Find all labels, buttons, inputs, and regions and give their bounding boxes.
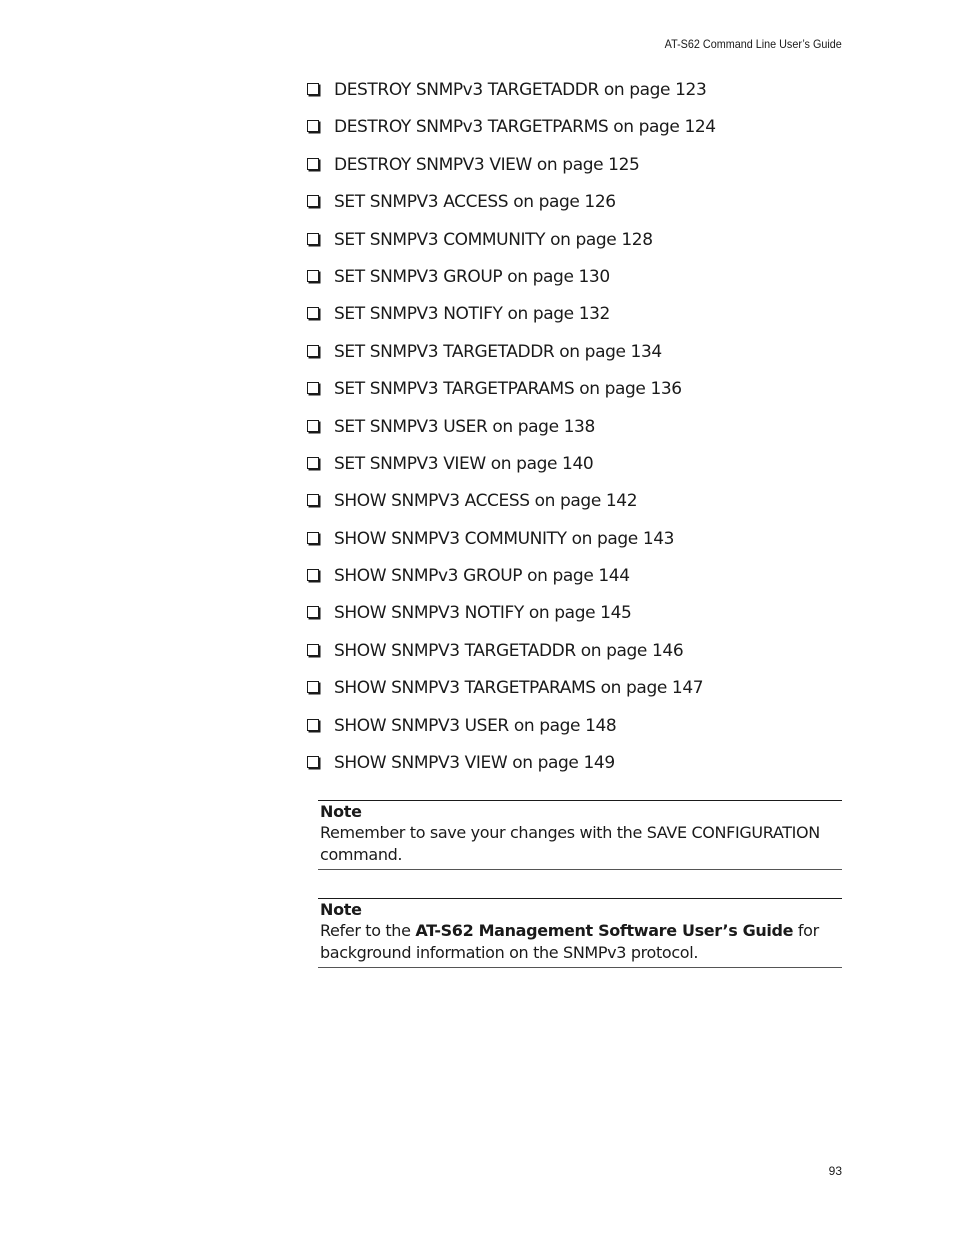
list-item-label: SHOW SNMPV3 TARGETPARAMS on page 147 [334, 678, 704, 699]
list-item-label: SET SNMPV3 GROUP on page 130 [334, 266, 610, 287]
running-header: AT-S62 Command Line User’s Guide [664, 37, 842, 51]
checkbox-bullet-icon [307, 270, 319, 282]
note-text-before: Refer to the [320, 921, 416, 940]
checkbox-bullet-icon [307, 644, 319, 656]
list-item [307, 190, 716, 227]
list-item-label: SET SNMPV3 VIEW on page 140 [334, 453, 594, 474]
list-item [307, 601, 716, 638]
list-item [307, 377, 716, 414]
checkbox-bullet-icon [307, 233, 319, 245]
list-item [307, 153, 716, 190]
checkbox-bullet-icon [307, 756, 319, 768]
list-item-label: DESTROY SNMPv3 TARGETADDR on page 123 [334, 80, 707, 100]
page-number: 93 [828, 1164, 842, 1178]
note-text: Remember to save your changes with the SAVE CONFIGURATION command. [320, 823, 820, 864]
list-item-label: DESTROY SNMPV3 VIEW on page 125 [334, 154, 640, 175]
checkbox-bullet-icon [307, 307, 319, 319]
list-item-label: SHOW SNMPV3 NOTIFY on page 145 [334, 603, 632, 624]
note-box [318, 898, 842, 968]
list-item [307, 228, 716, 265]
list-item-label: SHOW SNMPV3 COMMUNITY on page 143 [334, 528, 675, 549]
checkbox-bullet-icon [307, 532, 319, 544]
list-item [307, 564, 716, 601]
list-item [307, 639, 716, 676]
list-item [307, 340, 716, 377]
list-item-label: SHOW SNMPV3 USER on page 148 [334, 715, 617, 736]
checkbox-bullet-icon [307, 681, 319, 693]
checkbox-bullet-icon [307, 195, 319, 207]
note-heading: Note [320, 802, 362, 821]
list-item-label: SET SNMPV3 TARGETADDR on page 134 [334, 341, 662, 362]
list-item [307, 751, 716, 788]
list-item-label: SET SNMPV3 USER on page 138 [334, 416, 595, 437]
checkbox-bullet-icon [307, 719, 319, 731]
list-item-label: SHOW SNMPV3 TARGETADDR on page 146 [334, 640, 684, 661]
list-item [307, 527, 716, 564]
list-item-label: SHOW SNMPv3 GROUP on page 144 [334, 566, 630, 587]
list-item [307, 415, 716, 452]
list-item-label: SET SNMPV3 TARGETPARAMS on page 136 [334, 379, 682, 400]
list-item [307, 265, 716, 302]
checkbox-bullet-icon [307, 494, 319, 506]
checkbox-bullet-icon [307, 158, 319, 170]
guide-title: AT-S62 Management Software User’s Guide [415, 921, 794, 940]
checkbox-bullet-icon [307, 120, 319, 132]
checkbox-bullet-icon [307, 457, 319, 469]
list-item-label: SHOW SNMPV3 ACCESS on page 142 [334, 491, 638, 512]
checkbox-bullet-icon [307, 569, 319, 581]
list-item-label: SHOW SNMPV3 VIEW on page 149 [334, 753, 615, 774]
list-item [307, 452, 716, 489]
list-item-label: SET SNMPV3 NOTIFY on page 132 [334, 304, 610, 325]
note-text [320, 920, 842, 964]
list-item-label: DESTROY SNMPv3 TARGETPARMS on page 124 [334, 117, 716, 138]
list-item [307, 115, 716, 152]
checkbox-bullet-icon [307, 382, 319, 394]
list-item-label: SET SNMPV3 ACCESS on page 126 [334, 192, 616, 213]
list-item [307, 489, 716, 526]
list-item [307, 302, 716, 339]
list-item [307, 78, 716, 115]
checkbox-bullet-icon [307, 606, 319, 618]
checkbox-bullet-icon [307, 83, 319, 95]
list-item-label: SET SNMPV3 COMMUNITY on page 128 [334, 229, 653, 250]
note-heading: Note [320, 900, 362, 919]
note-box [318, 800, 842, 870]
checkbox-bullet-icon [307, 345, 319, 357]
checkbox-bullet-icon [307, 420, 319, 432]
note-text-after: for background information on the SNMPv3 protocol. [320, 921, 819, 962]
list-item [307, 714, 716, 751]
command-list [307, 78, 716, 788]
list-item [307, 676, 716, 713]
